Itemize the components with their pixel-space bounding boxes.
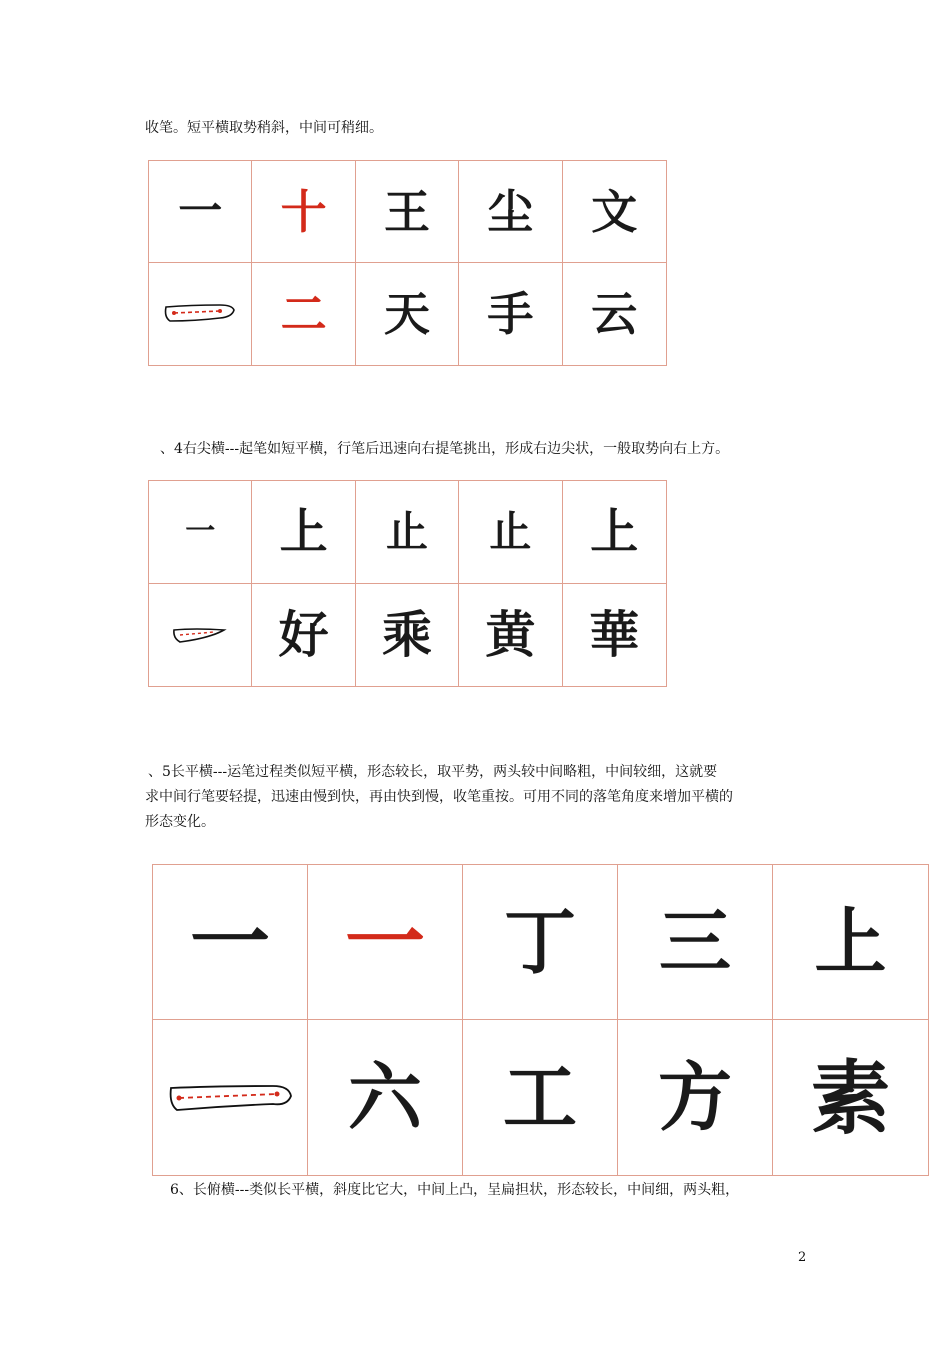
grid-cell: 上 [563, 481, 666, 584]
grid-cell: 一 [153, 865, 308, 1020]
stroke-diagram-cell [149, 263, 252, 365]
stroke-shape-diagram [170, 624, 230, 646]
paragraph-long-flat-horizontal-line1: 、5长平横---运笔过程类似短平横，形态较长，取平势，两头较中间略粗，中间较细，这就要 [148, 764, 718, 780]
stroke-diagram-cell [153, 1020, 308, 1175]
grid-cell: 止 [459, 481, 562, 584]
paragraph-right-pointed-horizontal: 、4右尖横---起笔如短平横，行笔后迅速向右提笔挑出，形成右边尖状，一般取势向右上方。 [160, 441, 730, 457]
paragraph-long-convex-horizontal: 6、长俯横---类似长平横，斜度比它大，中间上凸，呈扁担状，形态较长，中间细，两头粗， [170, 1182, 740, 1198]
grid-cell: 工 [463, 1020, 618, 1175]
grid-cell: 黄 [459, 584, 562, 687]
grid-cell: 三 [618, 865, 773, 1020]
paragraph-long-flat-horizontal-line3: 形态变化。 [145, 814, 215, 830]
grid-cell: 丁 [463, 865, 618, 1020]
grid-cell: 尘 [459, 161, 562, 263]
stroke-diagram-cell [149, 584, 252, 687]
grid-cell: 乘 [356, 584, 459, 687]
paragraph-short-horizontal-end: 收笔。短平横取势稍斜，中间可稍细。 [145, 120, 383, 136]
grid-cell: 好 [252, 584, 355, 687]
grid-cell: 一 [308, 865, 463, 1020]
grid-cell: 上 [773, 865, 928, 1020]
example-grid-short-horizontal [148, 160, 667, 366]
paragraph-long-flat-horizontal-line2: 求中间行笔要轻提，迅速由慢到快，再由快到慢，收笔重按。可用不同的落笔角度来增加平横的 [145, 789, 733, 805]
grid-cell: 手 [459, 263, 562, 365]
stroke-shape-diagram [160, 299, 240, 329]
example-grid-right-pointed-horizontal [148, 480, 667, 687]
grid-cell: 止 [356, 481, 459, 584]
grid-cell: 二 [252, 263, 355, 365]
grid-cell: 華 [589, 604, 640, 664]
grid-cell: 文 [563, 161, 666, 263]
grid-cell: 一 [149, 481, 252, 584]
grid-cell: 方 [618, 1020, 773, 1175]
page-number: 2 [798, 1250, 807, 1265]
grid-cell: 天 [356, 263, 459, 365]
grid-cell: 素 [810, 1050, 891, 1145]
grid-cell: 十 [252, 161, 355, 263]
example-grid-long-flat-horizontal [152, 864, 929, 1176]
grid-cell: 王 [356, 161, 459, 263]
grid-cell: 一 [149, 161, 252, 263]
grid-cell: 六 [308, 1020, 463, 1175]
grid-cell: 上 [252, 481, 355, 584]
stroke-shape-diagram [165, 1078, 295, 1118]
grid-cell: 云 [591, 287, 638, 341]
